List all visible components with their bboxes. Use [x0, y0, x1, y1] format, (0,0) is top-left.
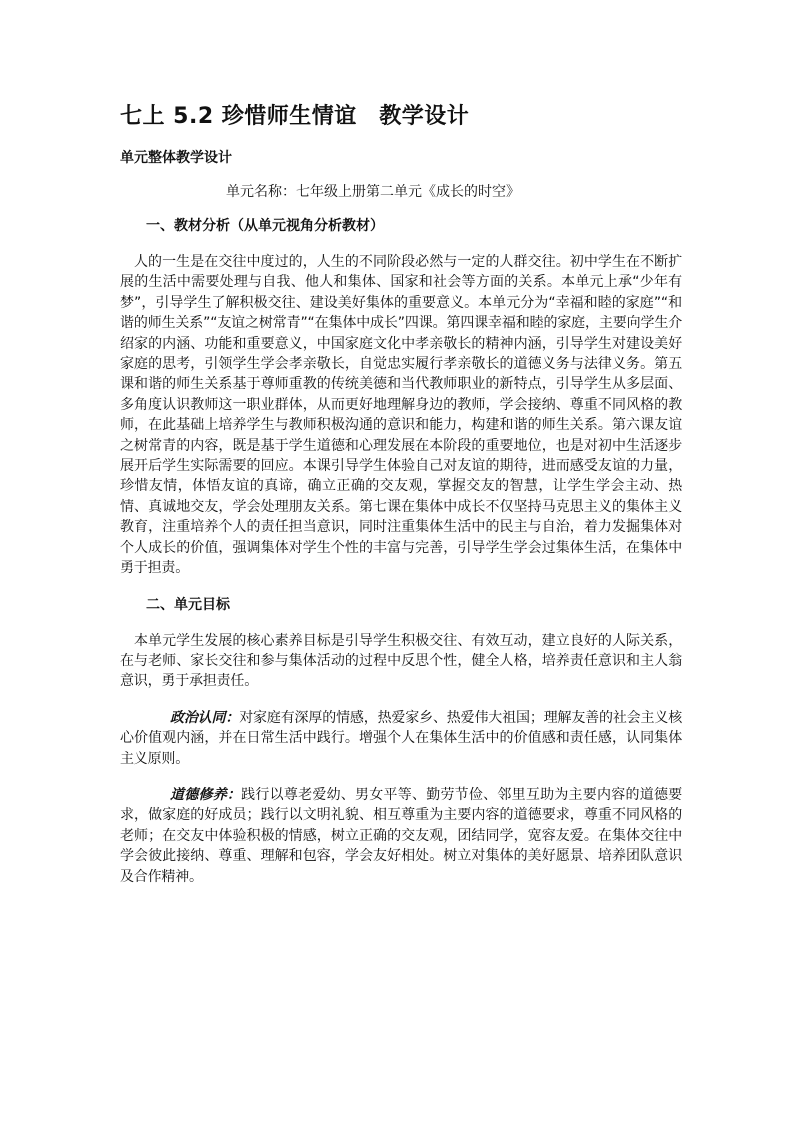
unit-name: 单元名称：七年级上册第二单元《成长的时空》 — [226, 184, 520, 200]
moral-cultivation-text: 践行以尊老爱幼、男女平等、勤劳节俭、邻里互助为主要内容的道德要求，做家庭的好成员；践行以文明礼貌、相互尊重为主要内容的道德要求，尊重不同风格的老师；在交友中体验积极的情感，树立正确的交友观，团结同学，宽容友爱。在集体交往中学会彼此接纳、尊重、理解和包容，学会友好相处。树立对集体的美好愿景、培养团队意识及合作精神。 — [120, 786, 682, 885]
moral-cultivation-paragraph — [120, 785, 682, 887]
political-identity-paragraph — [120, 708, 682, 769]
political-identity-label: 政治认同： — [170, 709, 240, 726]
political-identity-text: 对家庭有深厚的情感，热爱家乡、热爱伟大祖国；理解友善的社会主义核心价值观内涵，并在日常生活中践行。增强个人在集体生活中的价值感和责任感，认同集体主义原则。 — [120, 709, 682, 767]
section-2-intro: 本单元学生发展的核心素养目标是引导学生积极交往、有效互动，建立良好的人际关系，在与老师、家长交往和参与集体活动的过程中反思个性，健全人格，培养责任意识和主人翁意识，勇于承担责任。 — [120, 632, 682, 690]
section-1-body: 人的一生是在交往中度过的，人生的不同阶段必然与一定的人群交往。初中学生在不断扩展的生活中需要处理与自我、他人和集体、国家和社会等方面的关系。本单元上承“少年有梦”，引导学生了解积极交往、建设美好集体的重要意义。本单元分为“幸福和睦的家庭”“和谐的师生关系”“友谊之树常青”“在集体中成长”四课。第四课幸福和睦的家庭，主要向学生介绍家的内涵、功能和重要意义，中国家庭文化中孝亲敬长的精神内涵，引导学生对建设美好家庭的思考，引领学生学会孝亲敬长，自觉忠实履行孝亲敬长的道德义务与法律义务。第五课和谐的师生关系基于尊师重教的传统美德和当代教师职业的新特点，引导学生从多层面、多角度认识教师这一职业群体，从而更好地理解身边的教师，学会接纳、尊重不同风格的教师，在此基础上培养学生与教师积极沟通的意识和能力，构建和谐的师生关系。第六课友谊之树常青的内容，既是基于学生道德和心理发展在本阶段的重要地位，也是对初中生活逐步展开后学生实际需要的回应。本课引导学生体验自己对友谊的期待，进而感受友谊的力量，珍惜友情，体悟友谊的真谛，确立正确的交友观，掌握交友的智慧，让学生学会主动、热情、真诚地交友，学会处理朋友关系。第七课在集体中成长不仅坚持马克思主义的集体主义教育，注重培养个人的责任担当意识，同时注重集体生活中的民主与自治，着力发掘集体对个人成长的价值，强调集体对学生个性的丰富与完善，引导学生学会过集体生活，在集体中勇于担责。 — [120, 254, 682, 577]
document-subtitle: 单元整体教学设计 — [120, 150, 232, 166]
section-1-heading: 一、教材分析（从单元视角分析教材） — [146, 218, 384, 234]
moral-cultivation-label: 道德修养： — [170, 786, 242, 803]
document-page — [120, 100, 682, 903]
document-title: 七上 5.2 珍惜师生情谊 教学设计 — [120, 104, 470, 129]
section-2-heading: 二、单元目标 — [146, 596, 230, 613]
